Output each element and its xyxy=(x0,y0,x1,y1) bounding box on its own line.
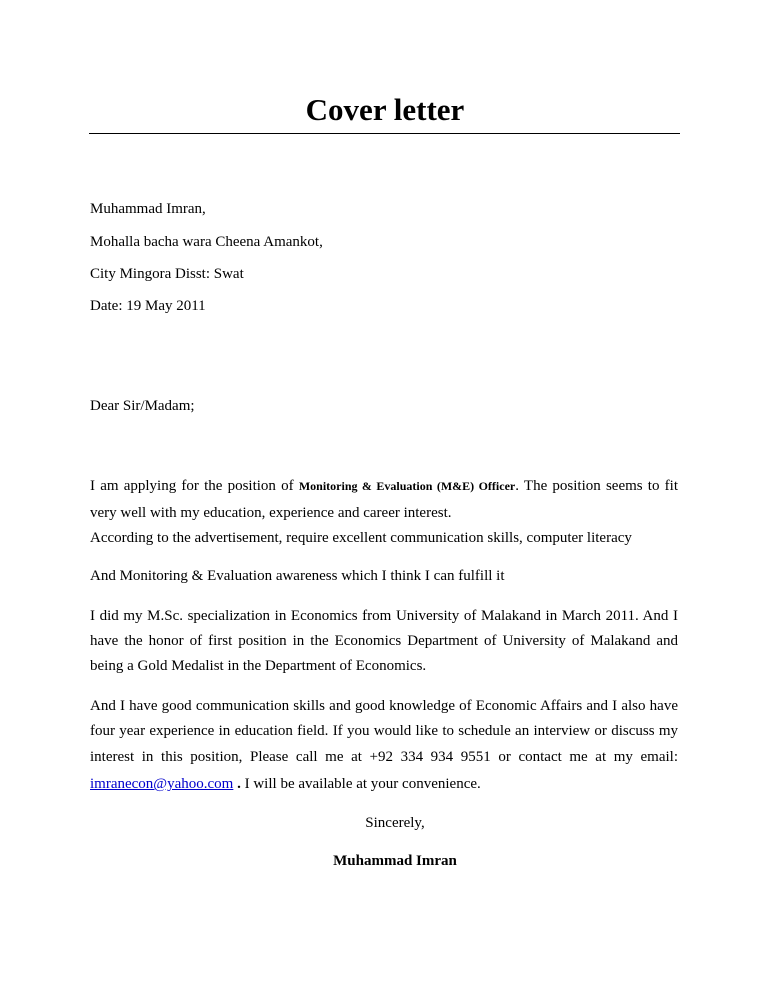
sender-name: Muhammad Imran, xyxy=(90,201,206,217)
sender-address: Mohalla bacha wara Cheena Amankot, xyxy=(90,234,323,250)
page-title: Cover letter xyxy=(305,92,465,127)
p1-suffix: . The position seems to fit xyxy=(515,478,678,494)
paragraph-5-line-4 xyxy=(90,775,481,793)
email-dot: . xyxy=(233,776,241,792)
paragraph-5-line-2: four year experience in education field. If you would like to schedule an interview or discuss my xyxy=(90,723,678,739)
salutation: Dear Sir/Madam; xyxy=(90,398,195,414)
title-divider xyxy=(89,133,680,134)
closing: Sincerely, xyxy=(365,815,425,831)
sender-city: City Mingora Disst: Swat xyxy=(90,266,244,282)
paragraph-1-line-2: very well with my education, experience and career interest. xyxy=(90,505,452,521)
paragraph-5-line-1: And I have good communication skills and good knowledge of Economic Affairs and I also have xyxy=(90,698,678,714)
p1-prefix: I am applying for the position of xyxy=(90,478,299,494)
paragraph-1-line-1 xyxy=(90,477,678,495)
paragraph-2: According to the advertisement, require excellent communication skills, computer literacy xyxy=(90,530,632,546)
signature: Muhammad Imran xyxy=(333,853,457,869)
position-title: Monitoring & Evaluation (M&E) Officer xyxy=(298,479,516,493)
paragraph-4-line-1: I did my M.Sc. specialization in Economics from University of Malakand in March 2011. And I xyxy=(90,608,678,624)
letter-date: Date: 19 May 2011 xyxy=(90,298,206,314)
paragraph-3: And Monitoring & Evaluation awareness which I think I can fulfill it xyxy=(90,568,505,584)
p5-tail: I will be available at your convenience. xyxy=(240,776,481,792)
paragraph-4-line-3: being a Gold Medalist in the Department of Economics. xyxy=(90,658,427,674)
email-link[interactable]: imranecon@yahoo.com xyxy=(90,776,234,792)
paragraph-5-line-3: interest in this position, Please call me at +92 334 934 9551 or contact me at my email: xyxy=(90,749,678,765)
paragraph-4-line-2: have the honor of first position in the Economics Department of University of Malakand and xyxy=(90,633,678,649)
